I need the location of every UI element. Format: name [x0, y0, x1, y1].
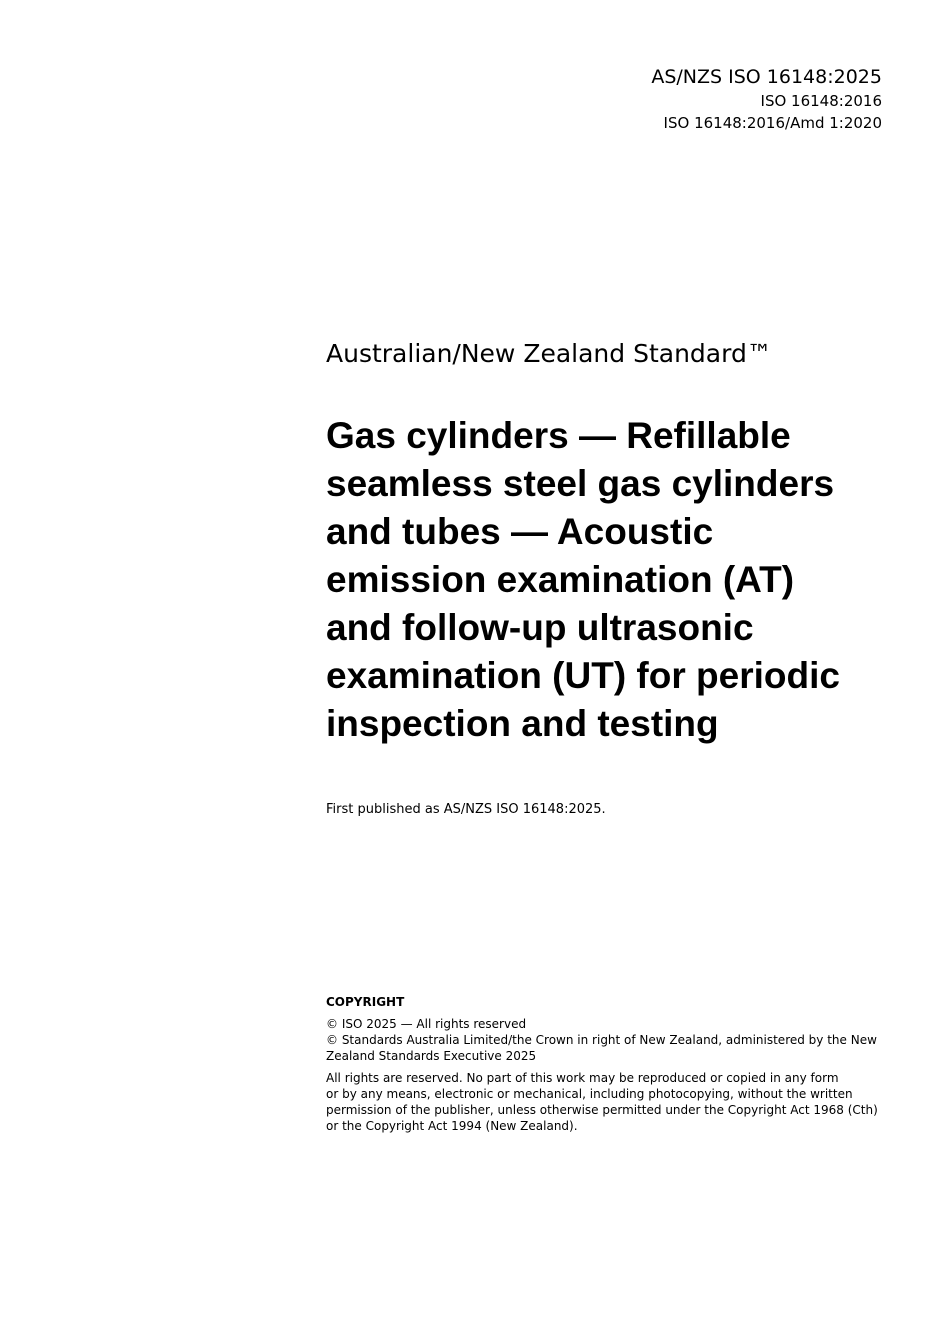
rights-statement-line: All rights are reserved. No part of this work may be reproduced or copied in any form — [326, 1071, 839, 1085]
sa-copyright-notice-line: © Standards Australia Limited/the Crown in right of New Zealand, administered by the New — [326, 1033, 877, 1047]
iso-designation: ISO 16148:2016 — [760, 92, 882, 110]
copyright-notices — [326, 1016, 896, 1064]
rights-statement-line: permission of the publisher, unless otherwise permitted under the Copyright Act 1968 (Cth) — [326, 1103, 878, 1117]
title-line: examination (UT) for periodic — [326, 655, 840, 696]
title-line: and tubes — Acoustic — [326, 511, 714, 552]
title-line: and follow-up ultrasonic — [326, 607, 754, 648]
rights-statement — [326, 1070, 896, 1134]
document-title — [326, 412, 896, 748]
amendment-designation: ISO 16148:2016/Amd 1:2020 — [663, 114, 882, 132]
title-line: seamless steel gas cylinders — [326, 463, 835, 504]
copyright-section — [326, 994, 896, 1140]
title-line: emission examination (AT) — [326, 559, 795, 600]
sa-copyright-notice-line: Zealand Standards Executive 2025 — [326, 1049, 537, 1063]
iso-copyright-notice: © ISO 2025 — All rights reserved — [326, 1017, 527, 1031]
primary-designation: AS/NZS ISO 16148:2025 — [651, 66, 882, 88]
standard-type: Australian/New Zealand Standard™ — [326, 339, 772, 368]
copyright-heading: COPYRIGHT — [326, 995, 405, 1009]
rights-statement-line: or by any means, electronic or mechanical, including photocopying, without the written — [326, 1087, 853, 1101]
rights-statement-line: or the Copyright Act 1994 (New Zealand). — [326, 1119, 578, 1133]
document-designations — [651, 64, 882, 134]
first-published-note: First published as AS/NZS ISO 16148:2025. — [326, 802, 606, 817]
title-line: Gas cylinders — Refillable — [326, 415, 791, 456]
title-line: inspection and testing — [326, 703, 719, 744]
